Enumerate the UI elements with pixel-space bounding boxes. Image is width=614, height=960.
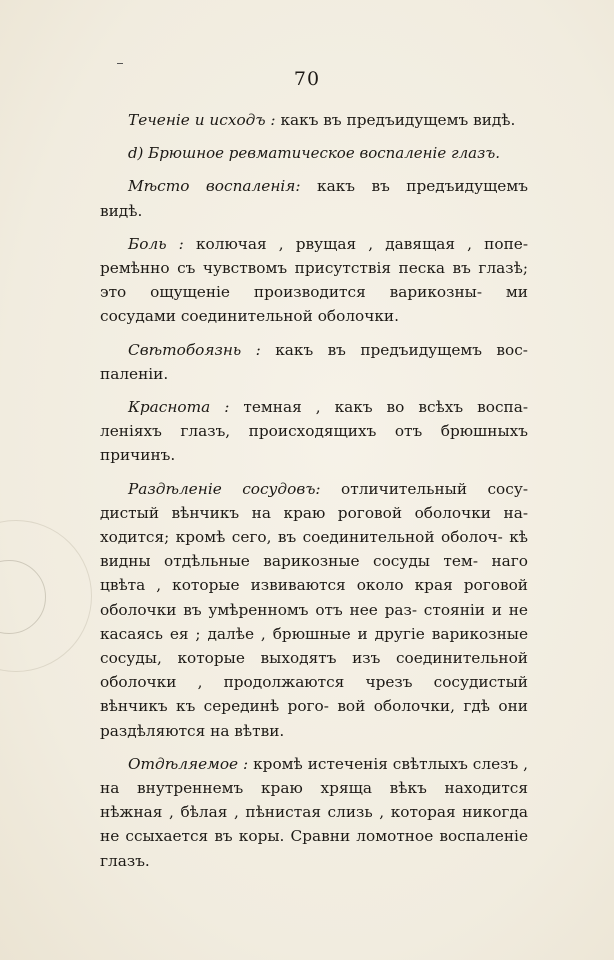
paragraph-text: какъ въ предъидущемъ вос- паленіи.	[100, 340, 528, 383]
paragraph-vessel-distribution	[100, 477, 528, 743]
paragraph-discharge	[100, 752, 528, 873]
page-body	[100, 108, 528, 882]
paragraph-label: Боль :	[128, 234, 184, 253]
paragraph-site-of-inflammation	[100, 174, 528, 222]
paragraph-pain	[100, 232, 528, 329]
paragraph-label: Раздѣленіе сосудовъ:	[128, 479, 321, 498]
paragraph-text: какъ въ предъидущемъ видѣ.	[100, 177, 528, 220]
printer-mark	[117, 63, 123, 64]
paragraph-label: Отдѣляемое :	[128, 754, 249, 773]
paragraph-course-and-outcome	[100, 108, 528, 132]
paragraph-photophobia	[100, 338, 528, 386]
paragraph-label: Мѣсто воспаленія:	[128, 177, 301, 196]
paragraph-label: Теченіе и исходъ :	[128, 111, 276, 129]
paragraph-text: темная , какъ во всѣхъ воспа- леніяхъ глазъ, происходящихъ отъ брюшныхъ причинъ.	[100, 398, 528, 465]
paragraph-redness	[100, 395, 528, 468]
section-heading: d) Брюшное ревматическое воспаленіе глазъ.	[127, 144, 501, 163]
paragraph-label: Краснота :	[128, 398, 230, 417]
paragraph-text: кромѣ истеченія свѣтлыхъ слезъ , на внутреннемъ краю хряща вѣкъ находится нѣжная , бѣлая , пѣнистая слизь , которая никогда не ссыхается въ коры. Сравни ломотное воспаленіе глазъ.	[100, 754, 528, 870]
paragraph-label: Свѣтобоязнь :	[128, 340, 261, 359]
paragraph-text: какъ въ предъидущемъ видѣ.	[280, 111, 516, 129]
paragraph-text: колючая , рвущая , давящая , попе- ремѣнно съ чувствомъ присутствія песка въ глазѣ; это ощущеніе производится варикозны- ми сосудами соединительной оболочки.	[100, 234, 528, 326]
paragraph-text: отличительный сосу- дистый вѣнчикъ на краю роговой оболочки на- ходится; кромѣ сего, въ соединительной оболоч- кѣ видны отдѣльные варикозные сосуды тем- наго цвѣта , которые извиваются около края роговой оболочки въ умѣренномъ отъ нее раз- стояніи и не касаясь ея ; далѣе , брюшные и другіе варикозные сосуды, которые выходятъ изъ соединительной оболочки , продолжаются чрезъ сосудистый вѣнчикъ къ серединѣ рого- вой оболочки, гдѣ они раздѣляются на вѣтви.	[100, 479, 528, 740]
page-number: 70	[293, 68, 321, 90]
